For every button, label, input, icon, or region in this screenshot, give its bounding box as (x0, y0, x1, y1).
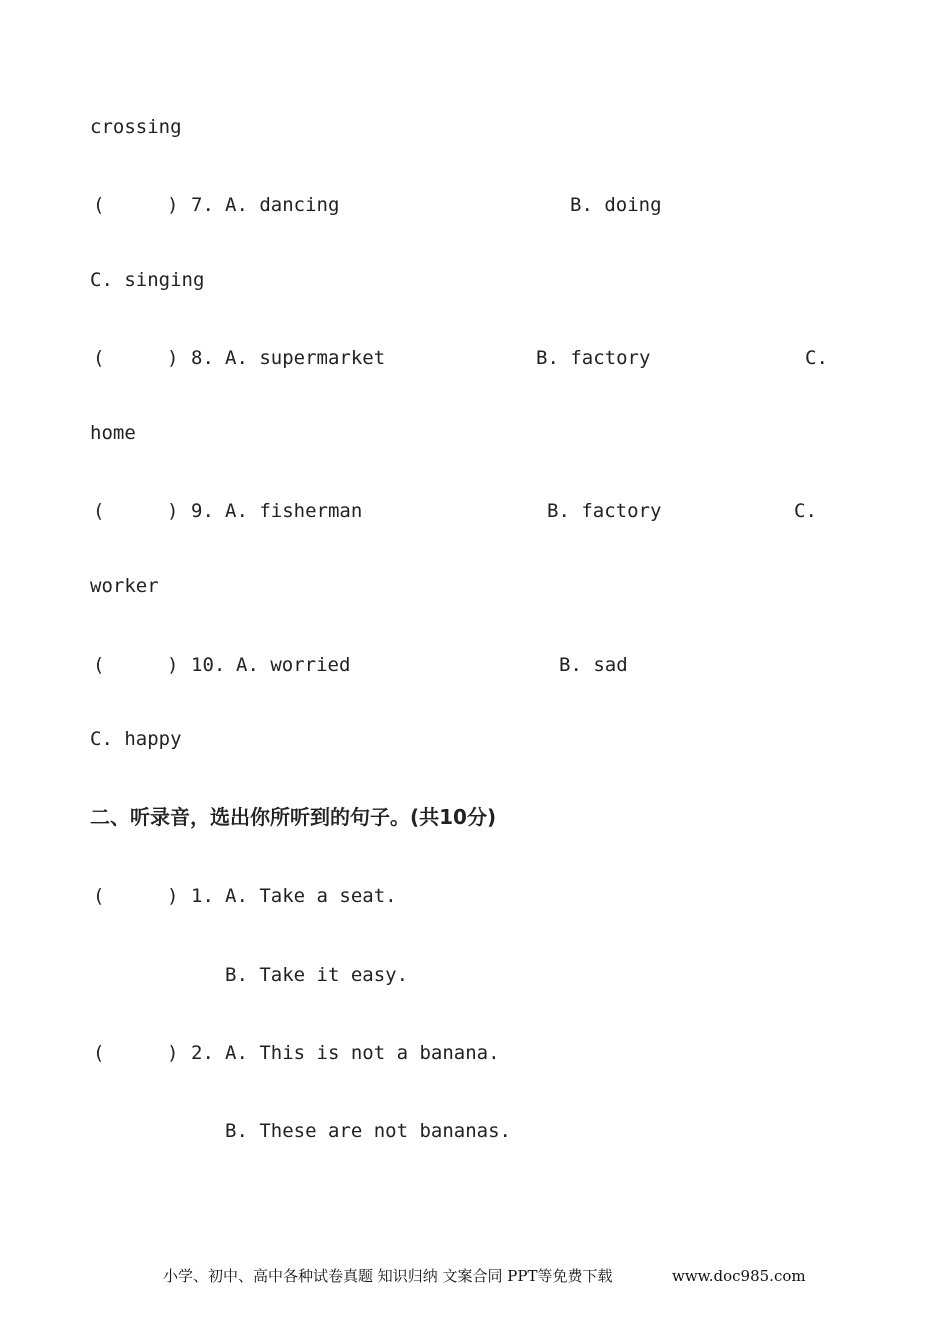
item-8-option-c: C. (805, 347, 828, 369)
footer-promo-text: 小学、初中、高中各种试卷真题 知识归纳 文案合同 PPT等免费下载 (163, 1267, 613, 1285)
item-7-option-c: C. singing (90, 269, 205, 291)
item-9-number: 9. (191, 500, 214, 522)
item-10-option-c: C. happy (90, 728, 182, 750)
s2-item-1-number: 1. (191, 885, 214, 907)
item-7-option-b: B. doing (570, 194, 662, 216)
s2-item-2-option-a: A. This is not a banana. (225, 1042, 500, 1064)
answer-paren-close: ) (167, 654, 179, 676)
item-9-option-c: C. (794, 500, 817, 522)
item-10-number: 10. (191, 654, 226, 676)
item-7-option-a: A. dancing (225, 194, 340, 216)
answer-paren-open: ( (93, 1042, 105, 1064)
s2-item-1-option-b: B. Take it easy. (225, 964, 409, 986)
item-8-option-c-text: home (90, 422, 136, 444)
answer-paren-close: ) (167, 347, 179, 369)
item-10-option-b: B. sad (559, 654, 628, 676)
s2-item-2-number: 2. (191, 1042, 214, 1064)
item-6-wrap-text: crossing (90, 116, 182, 138)
answer-paren-open: ( (93, 194, 105, 216)
answer-paren-close: ) (167, 1042, 179, 1064)
answer-paren-close: ) (167, 500, 179, 522)
answer-paren-open: ( (93, 654, 105, 676)
item-8-option-a: A. supermarket (225, 347, 386, 369)
answer-paren-open: ( (93, 885, 105, 907)
answer-paren-close: ) (167, 194, 179, 216)
footer-website-link[interactable]: www.doc985.com (672, 1267, 806, 1285)
s2-item-1-option-a: A. Take a seat. (225, 885, 397, 907)
item-10-option-a: A. worried (236, 654, 351, 676)
item-9-option-a: A. fisherman (225, 500, 363, 522)
answer-paren-close: ) (167, 885, 179, 907)
item-9-option-c-text: worker (90, 575, 159, 597)
item-8-option-b: B. factory (536, 347, 651, 369)
item-9-option-b: B. factory (547, 500, 662, 522)
answer-paren-open: ( (93, 347, 105, 369)
section-2-heading: 二、听录音，选出你所听到的句子。(共10分) (90, 805, 497, 829)
item-8-number: 8. (191, 347, 214, 369)
s2-item-2-option-b: B. These are not bananas. (225, 1120, 511, 1142)
item-7-number: 7. (191, 194, 214, 216)
answer-paren-open: ( (93, 500, 105, 522)
